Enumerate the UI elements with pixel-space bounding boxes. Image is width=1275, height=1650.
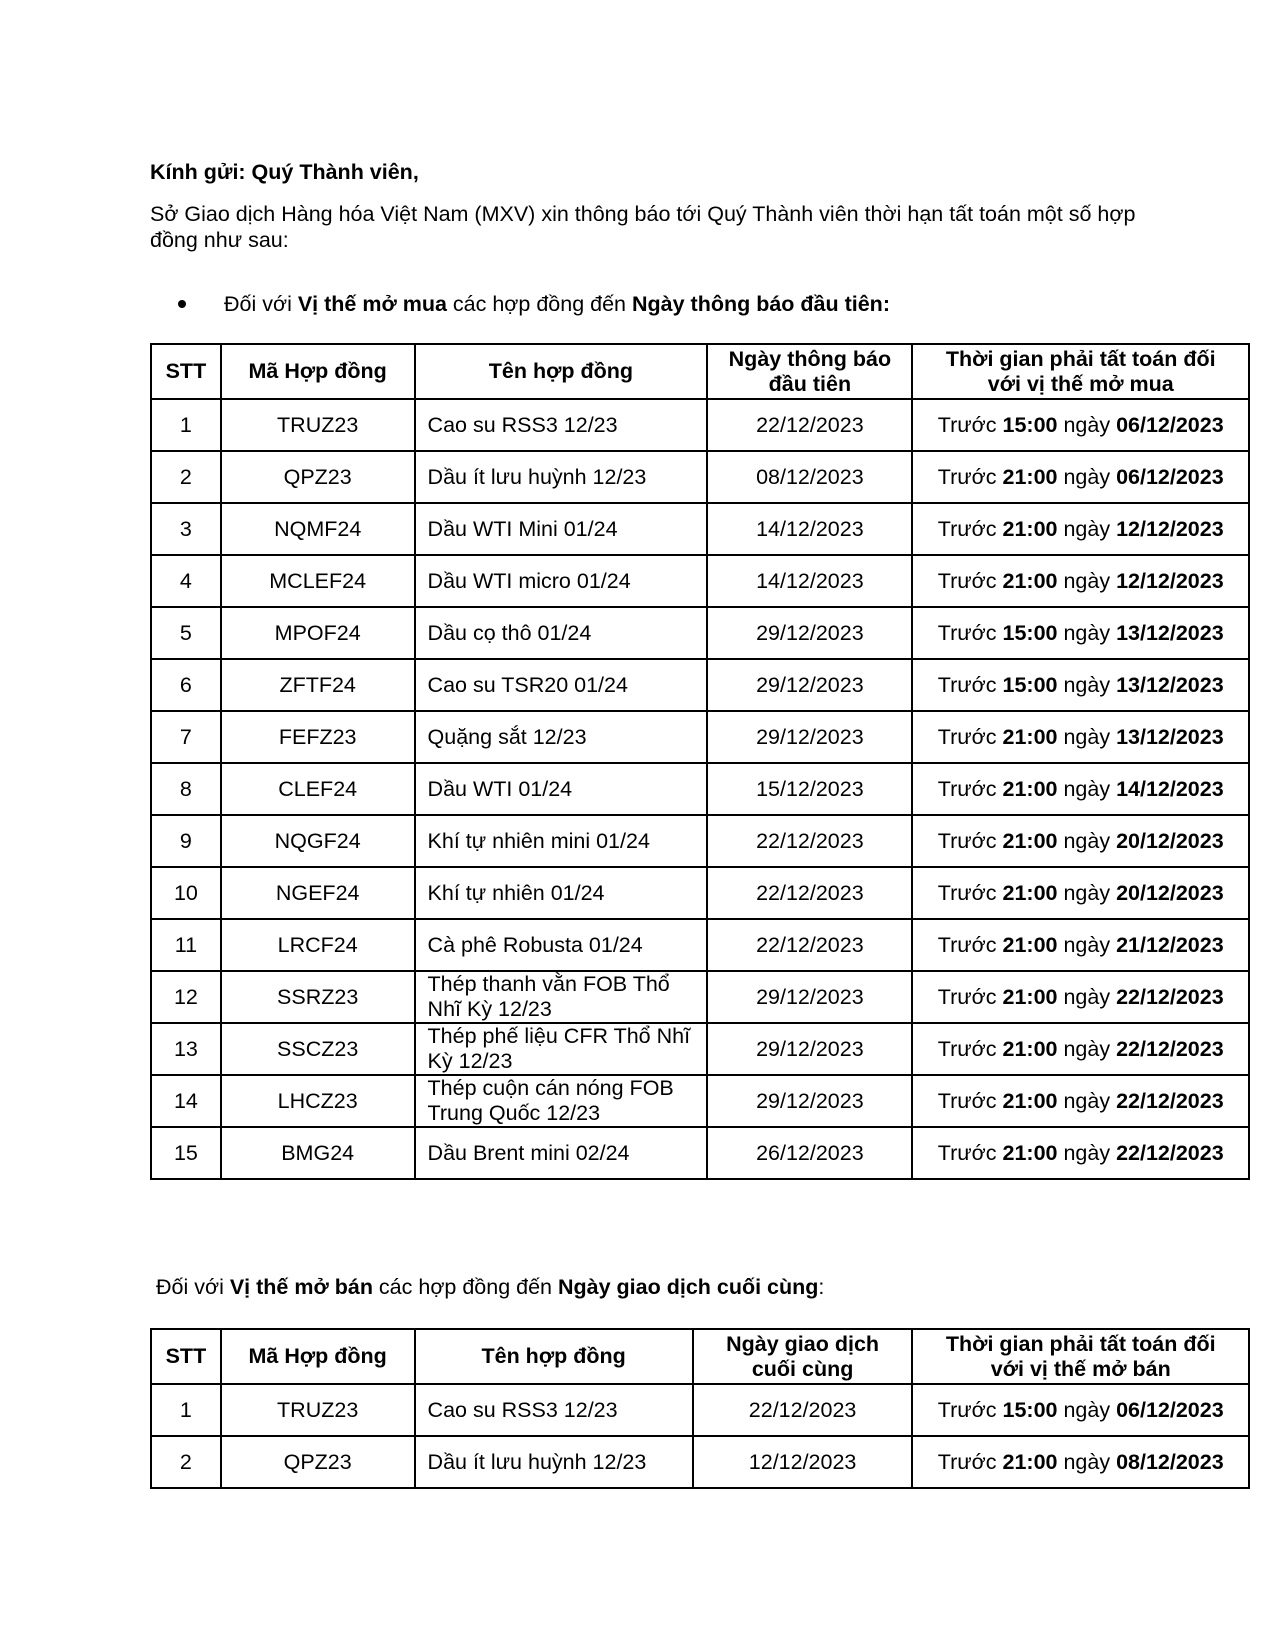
deadline-day: ngày	[1057, 620, 1117, 645]
cell-stt: 15	[151, 1127, 221, 1179]
table-row	[151, 971, 1249, 1023]
cell-name: Thép thanh vằn FOB Thổ Nhĩ Kỳ 12/23	[415, 971, 708, 1023]
deadline-day: ngày	[1057, 776, 1117, 801]
deadline-before: Trước	[937, 568, 1003, 593]
cell-name: Dầu Brent mini 02/24	[415, 1127, 708, 1179]
cell-code: QPZ23	[221, 451, 415, 503]
cell-stt: 2	[151, 1436, 221, 1488]
cell-code: MPOF24	[221, 607, 415, 659]
deadline-time: 21:00	[1002, 464, 1058, 489]
deadline-date: 22/12/2023	[1116, 984, 1224, 1009]
section1-bold1: Vị thế mở mua	[297, 292, 447, 316]
deadline-before: Trước	[937, 776, 1003, 801]
cell-name: Cao su TSR20 01/24	[415, 659, 708, 711]
deadline-date: 12/12/2023	[1116, 516, 1224, 541]
table-row	[151, 503, 1249, 555]
cell-code: BMG24	[221, 1127, 415, 1179]
cell-name: Quặng sắt 12/23	[415, 711, 708, 763]
cell-date: 14/12/2023	[707, 503, 912, 555]
table-row	[151, 607, 1249, 659]
cell-deadline	[912, 659, 1249, 711]
cell-date: 29/12/2023	[707, 659, 912, 711]
section1-bold2: Ngày thông báo đầu tiên:	[631, 292, 890, 316]
cell-code: LRCF24	[221, 919, 415, 971]
deadline-time: 21:00	[1002, 516, 1058, 541]
deadline-before: Trước	[937, 984, 1003, 1009]
deadline-time: 21:00	[1002, 1140, 1058, 1165]
deadline-time: 21:00	[1002, 1449, 1058, 1474]
cell-date: 22/12/2023	[707, 399, 912, 451]
deadline-day: ngày	[1057, 412, 1117, 437]
table-row	[151, 399, 1249, 451]
intro-paragraph: Sở Giao dịch Hàng hóa Việt Nam (MXV) xin thông báo tới Quý Thành viên thời hạn tất toán một số hợp đồng như sau:	[150, 202, 1136, 252]
section2-bold2: Ngày giao dịch cuối cùng	[558, 1275, 819, 1299]
deadline-time: 15:00	[1002, 412, 1058, 437]
deadline-day: ngày	[1057, 724, 1117, 749]
cell-code: SSCZ23	[221, 1023, 415, 1075]
cell-stt: 11	[151, 919, 221, 971]
cell-stt: 1	[151, 1384, 221, 1436]
table-row	[151, 919, 1249, 971]
cell-name: Cao su RSS3 12/23	[415, 399, 708, 451]
deadline-time: 21:00	[1002, 724, 1058, 749]
deadline-date: 13/12/2023	[1116, 672, 1224, 697]
cell-deadline	[912, 1436, 1249, 1488]
cell-name: Dầu WTI Mini 01/24	[415, 503, 708, 555]
cell-date: 29/12/2023	[707, 1075, 912, 1127]
deadline-day: ngày	[1057, 1036, 1117, 1061]
deadline-day: ngày	[1057, 984, 1117, 1009]
cell-code: SSRZ23	[221, 971, 415, 1023]
deadline-day: ngày	[1057, 1140, 1117, 1165]
cell-deadline	[912, 763, 1249, 815]
section1-middle: các hợp đồng đến	[446, 292, 632, 316]
cell-stt: 9	[151, 815, 221, 867]
cell-name: Khí tự nhiên 01/24	[415, 867, 708, 919]
deadline-before: Trước	[937, 828, 1003, 853]
deadline-day: ngày	[1057, 1088, 1117, 1113]
cell-date: 29/12/2023	[707, 711, 912, 763]
cell-stt: 1	[151, 399, 221, 451]
cell-deadline	[912, 451, 1249, 503]
deadline-before: Trước	[937, 516, 1003, 541]
cell-name: Dầu WTI micro 01/24	[415, 555, 708, 607]
cell-stt: 4	[151, 555, 221, 607]
column-header-stt: STT	[151, 1329, 221, 1384]
cell-date: 22/12/2023	[707, 919, 912, 971]
deadline-day: ngày	[1057, 828, 1117, 853]
cell-name: Dầu cọ thô 01/24	[415, 607, 708, 659]
cell-deadline	[912, 711, 1249, 763]
table-header-row	[151, 344, 1249, 399]
deadline-time: 15:00	[1002, 620, 1058, 645]
deadline-before: Trước	[937, 1140, 1003, 1165]
deadline-time: 21:00	[1002, 880, 1058, 905]
deadline-date: 14/12/2023	[1116, 776, 1224, 801]
deadline-day: ngày	[1057, 672, 1117, 697]
deadline-before: Trước	[937, 412, 1003, 437]
cell-date: 22/12/2023	[707, 867, 912, 919]
open-short-table	[150, 1328, 1250, 1489]
deadline-date: 06/12/2023	[1116, 464, 1224, 489]
cell-code: NGEF24	[221, 867, 415, 919]
cell-stt: 8	[151, 763, 221, 815]
column-header-name: Tên hợp đồng	[415, 1329, 693, 1384]
cell-code: MCLEF24	[221, 555, 415, 607]
cell-code: FEFZ23	[221, 711, 415, 763]
deadline-before: Trước	[937, 1449, 1003, 1474]
cell-stt: 5	[151, 607, 221, 659]
deadline-time: 21:00	[1002, 776, 1058, 801]
section2-suffix: :	[818, 1275, 825, 1299]
table-row	[151, 1075, 1249, 1127]
cell-name: Dầu ít lưu huỳnh 12/23	[415, 451, 708, 503]
cell-date: 29/12/2023	[707, 1023, 912, 1075]
deadline-date: 20/12/2023	[1116, 828, 1224, 853]
cell-deadline	[912, 1384, 1249, 1436]
cell-name: Dầu WTI 01/24	[415, 763, 708, 815]
deadline-date: 13/12/2023	[1116, 724, 1224, 749]
cell-date: 29/12/2023	[707, 971, 912, 1023]
cell-stt: 7	[151, 711, 221, 763]
table-row	[151, 711, 1249, 763]
deadline-day: ngày	[1057, 568, 1117, 593]
deadline-before: Trước	[937, 464, 1003, 489]
greeting: Kính gửi: Quý Thành viên,	[150, 160, 419, 184]
deadline-time: 21:00	[1002, 828, 1058, 853]
deadline-day: ngày	[1057, 1449, 1117, 1474]
cell-name: Cà phê Robusta 01/24	[415, 919, 708, 971]
deadline-date: 12/12/2023	[1116, 568, 1224, 593]
deadline-before: Trước	[937, 932, 1003, 957]
cell-code: ZFTF24	[221, 659, 415, 711]
deadline-date: 06/12/2023	[1116, 1397, 1224, 1422]
cell-deadline	[912, 503, 1249, 555]
cell-code: TRUZ23	[221, 399, 415, 451]
table-row	[151, 451, 1249, 503]
cell-stt: 14	[151, 1075, 221, 1127]
cell-stt: 12	[151, 971, 221, 1023]
deadline-before: Trước	[937, 880, 1003, 905]
cell-deadline	[912, 971, 1249, 1023]
column-header-deadline: Thời gian phải tất toán đối với vị thế mở mua	[912, 344, 1249, 399]
deadline-time: 15:00	[1002, 672, 1058, 697]
section2-prefix: Đối với	[156, 1275, 230, 1299]
cell-deadline	[912, 1127, 1249, 1179]
cell-deadline	[912, 919, 1249, 971]
cell-date: 14/12/2023	[707, 555, 912, 607]
cell-code: QPZ23	[221, 1436, 415, 1488]
cell-stt: 10	[151, 867, 221, 919]
table-row	[151, 763, 1249, 815]
deadline-before: Trước	[937, 724, 1003, 749]
cell-name: Thép phế liệu CFR Thổ Nhĩ Kỳ 12/23	[415, 1023, 708, 1075]
cell-date: 08/12/2023	[707, 451, 912, 503]
cell-date: 12/12/2023	[693, 1436, 913, 1488]
deadline-date: 21/12/2023	[1116, 932, 1224, 957]
deadline-time: 21:00	[1002, 932, 1058, 957]
deadline-before: Trước	[937, 620, 1003, 645]
table-row	[151, 1023, 1249, 1075]
deadline-date: 06/12/2023	[1116, 412, 1224, 437]
bullet-icon	[178, 300, 186, 308]
cell-deadline	[912, 399, 1249, 451]
column-header-code: Mã Hợp đồng	[221, 344, 415, 399]
table-row	[151, 1436, 1249, 1488]
cell-date: 22/12/2023	[707, 815, 912, 867]
cell-name: Thép cuộn cán nóng FOB Trung Quốc 12/23	[415, 1075, 708, 1127]
column-header-stt: STT	[151, 344, 221, 399]
deadline-time: 21:00	[1002, 568, 1058, 593]
cell-code: NQGF24	[221, 815, 415, 867]
cell-code: CLEF24	[221, 763, 415, 815]
cell-stt: 2	[151, 451, 221, 503]
deadline-day: ngày	[1057, 464, 1117, 489]
section2-bold1: Vị thế mở bán	[229, 1275, 373, 1299]
cell-deadline	[912, 555, 1249, 607]
cell-deadline	[912, 1023, 1249, 1075]
deadline-before: Trước	[937, 1397, 1003, 1422]
deadline-time: 21:00	[1002, 984, 1058, 1009]
cell-deadline	[912, 867, 1249, 919]
open-long-table	[150, 343, 1250, 1180]
deadline-day: ngày	[1057, 516, 1117, 541]
column-header-name: Tên hợp đồng	[415, 344, 708, 399]
deadline-before: Trước	[937, 1036, 1003, 1061]
cell-date: 22/12/2023	[693, 1384, 913, 1436]
table-row	[151, 1127, 1249, 1179]
cell-name: Dầu ít lưu huỳnh 12/23	[415, 1436, 693, 1488]
cell-date: 15/12/2023	[707, 763, 912, 815]
cell-code: LHCZ23	[221, 1075, 415, 1127]
cell-deadline	[912, 607, 1249, 659]
cell-name: Khí tự nhiên mini 01/24	[415, 815, 708, 867]
cell-code: NQMF24	[221, 503, 415, 555]
cell-stt: 6	[151, 659, 221, 711]
cell-deadline	[912, 1075, 1249, 1127]
deadline-time: 21:00	[1002, 1088, 1058, 1113]
cell-date: 29/12/2023	[707, 607, 912, 659]
cell-date: 26/12/2023	[707, 1127, 912, 1179]
deadline-day: ngày	[1057, 1397, 1117, 1422]
deadline-date: 13/12/2023	[1116, 620, 1224, 645]
cell-code: TRUZ23	[221, 1384, 415, 1436]
table-row	[151, 659, 1249, 711]
section2-heading	[156, 1275, 824, 1300]
cell-stt: 3	[151, 503, 221, 555]
deadline-time: 15:00	[1002, 1397, 1058, 1422]
deadline-before: Trước	[937, 1088, 1003, 1113]
section1-prefix: Đối với	[224, 292, 298, 316]
deadline-date: 22/12/2023	[1116, 1140, 1224, 1165]
deadline-date: 22/12/2023	[1116, 1036, 1224, 1061]
table-row	[151, 815, 1249, 867]
deadline-before: Trước	[937, 672, 1003, 697]
table-row	[151, 1384, 1249, 1436]
deadline-date: 22/12/2023	[1116, 1088, 1224, 1113]
column-header-date: Ngày thông báo đầu tiên	[707, 344, 912, 399]
deadline-time: 21:00	[1002, 1036, 1058, 1061]
deadline-day: ngày	[1057, 880, 1117, 905]
column-header-deadline: Thời gian phải tất toán đối với vị thế mở bán	[912, 1329, 1249, 1384]
cell-name: Cao su RSS3 12/23	[415, 1384, 693, 1436]
column-header-date: Ngày giao dịch cuối cùng	[693, 1329, 913, 1384]
cell-deadline	[912, 815, 1249, 867]
column-header-code: Mã Hợp đồng	[221, 1329, 415, 1384]
cell-stt: 13	[151, 1023, 221, 1075]
deadline-day: ngày	[1057, 932, 1117, 957]
table-header-row	[151, 1329, 1249, 1384]
section2-middle: các hợp đồng đến	[372, 1275, 558, 1299]
table-row	[151, 867, 1249, 919]
deadline-date: 08/12/2023	[1116, 1449, 1224, 1474]
table-row	[151, 555, 1249, 607]
deadline-date: 20/12/2023	[1116, 880, 1224, 905]
